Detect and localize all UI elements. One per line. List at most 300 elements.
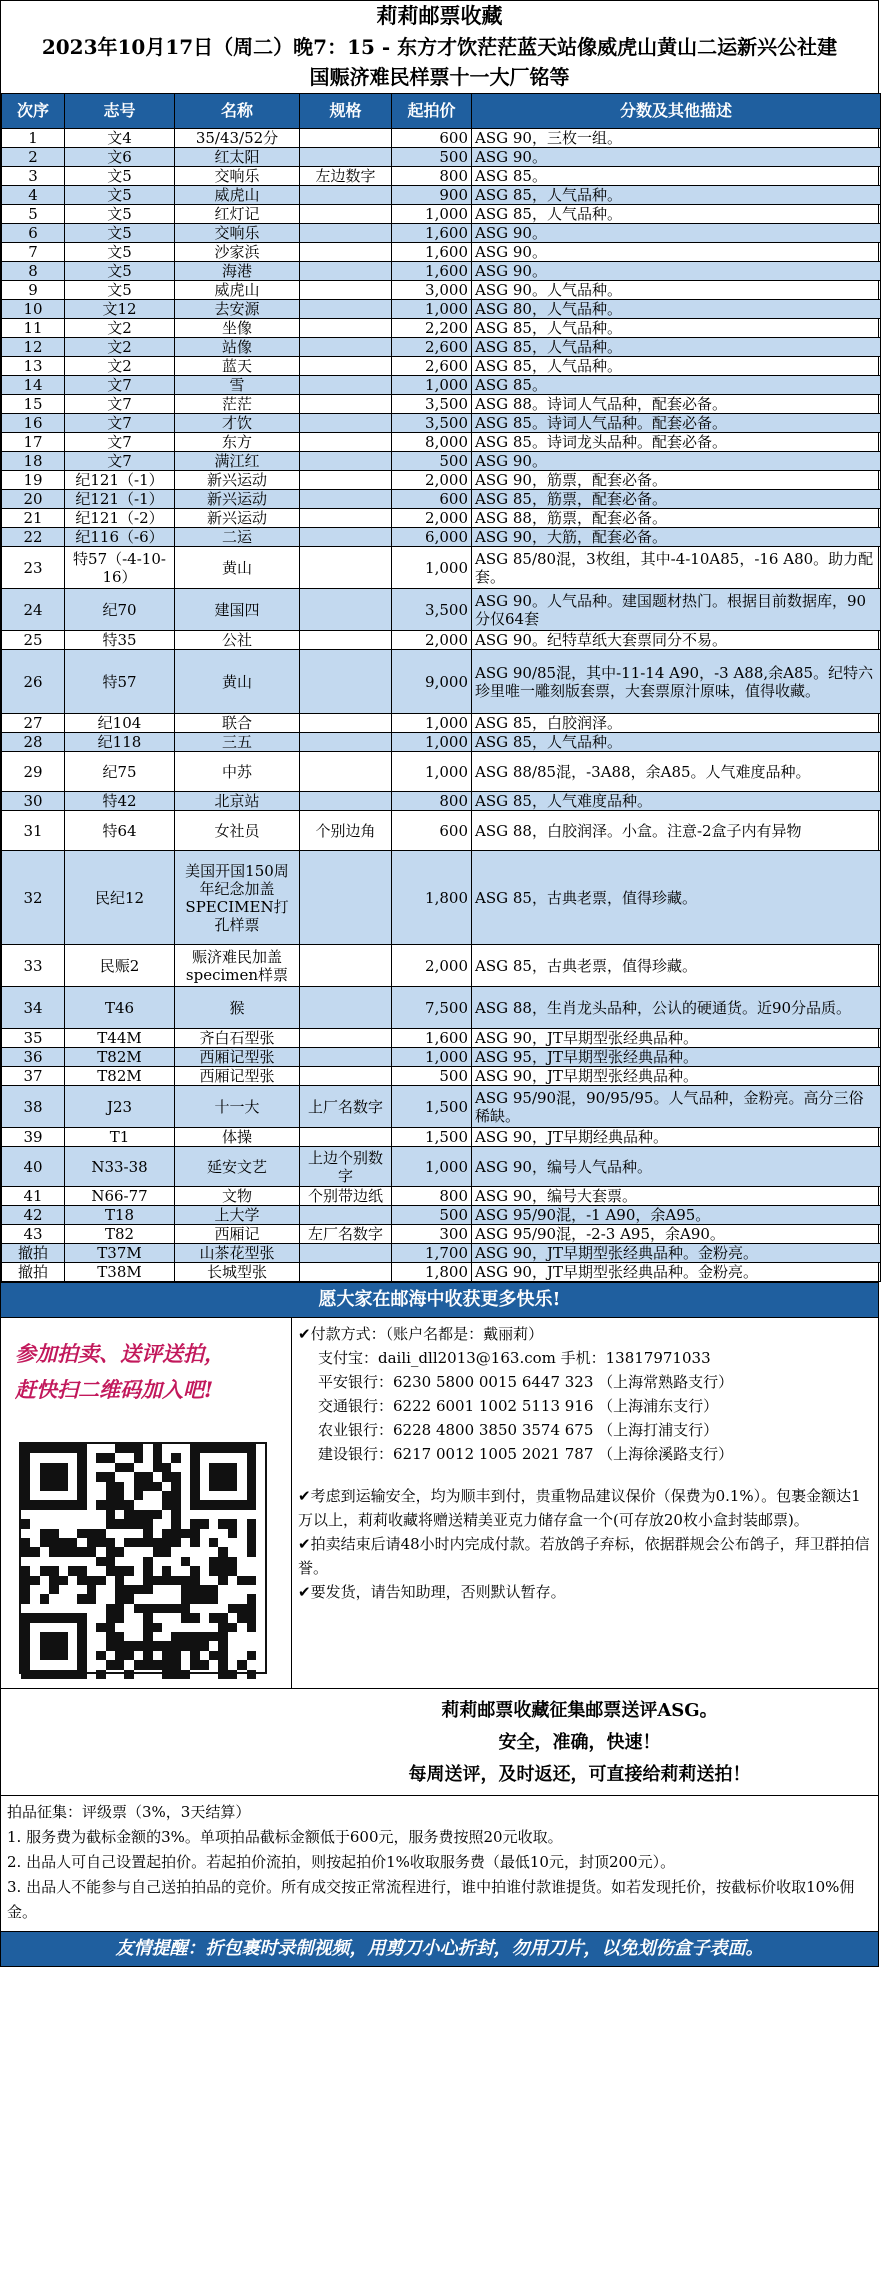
qr-module bbox=[115, 1500, 124, 1509]
lot-description: ASG 88。诗词人气品种，配套必备。 bbox=[472, 395, 881, 414]
lot-description: ASG 85，人气品种。 bbox=[472, 205, 881, 224]
qr-module bbox=[59, 1576, 68, 1585]
qr-module bbox=[124, 1651, 133, 1660]
lot-number: 撤拍 bbox=[2, 1263, 65, 1282]
lot-code: 民纪12 bbox=[65, 851, 175, 945]
lot-name: 美国开国150周年纪念加盖SPECIMEN打孔样票 bbox=[175, 851, 300, 945]
qr-module bbox=[143, 1566, 152, 1575]
table-row bbox=[2, 1147, 881, 1187]
table-row bbox=[2, 792, 881, 811]
lot-start-price: 6,000 bbox=[392, 528, 472, 547]
table-row bbox=[2, 752, 881, 792]
qr-module bbox=[77, 1566, 86, 1575]
qr-module bbox=[153, 1510, 162, 1519]
qr-module bbox=[124, 1585, 133, 1594]
qr-code-icon[interactable] bbox=[19, 1442, 267, 1674]
lot-start-price: 600 bbox=[392, 490, 472, 509]
qr-module bbox=[162, 1670, 171, 1679]
qr-module bbox=[162, 1491, 171, 1500]
lot-start-price: 500 bbox=[392, 452, 472, 471]
lot-name: 红灯记 bbox=[175, 205, 300, 224]
lot-start-price: 1,500 bbox=[392, 1086, 472, 1128]
lot-spec bbox=[300, 650, 392, 714]
lot-name: 赈济难民加盖specimen样票 bbox=[175, 945, 300, 987]
qr-module bbox=[181, 1557, 190, 1566]
lot-code: N66-77 bbox=[65, 1187, 175, 1206]
lot-spec: 左厂名数字 bbox=[300, 1225, 392, 1244]
qr-module bbox=[134, 1444, 143, 1453]
table-row bbox=[2, 1225, 881, 1244]
lot-spec bbox=[300, 129, 392, 148]
lot-name: 去安源 bbox=[175, 300, 300, 319]
qr-module bbox=[143, 1613, 152, 1622]
qr-module bbox=[237, 1660, 246, 1669]
lot-code: 纪118 bbox=[65, 733, 175, 752]
qr-module bbox=[40, 1538, 49, 1547]
qr-module bbox=[190, 1566, 199, 1575]
lot-name: 三五 bbox=[175, 733, 300, 752]
qr-module bbox=[171, 1576, 180, 1585]
qr-module bbox=[190, 1613, 199, 1622]
lot-spec: 左边数字 bbox=[300, 167, 392, 186]
qr-module bbox=[171, 1538, 180, 1547]
qr-module bbox=[209, 1585, 218, 1594]
qr-module bbox=[162, 1500, 171, 1509]
qr-module bbox=[124, 1594, 133, 1603]
lot-start-price: 1,800 bbox=[392, 1263, 472, 1282]
qr-module bbox=[209, 1613, 218, 1622]
qr-module bbox=[106, 1453, 115, 1462]
qr-module bbox=[190, 1660, 199, 1669]
lot-code: T38M bbox=[65, 1263, 175, 1282]
lot-start-price: 1,000 bbox=[392, 752, 472, 792]
lot-number: 3 bbox=[2, 167, 65, 186]
qr-module bbox=[143, 1641, 152, 1650]
table-row bbox=[2, 281, 881, 300]
lot-spec bbox=[300, 631, 392, 650]
lot-code: 纪121（-1） bbox=[65, 471, 175, 490]
qr-module bbox=[96, 1670, 105, 1679]
lot-spec: 上厂名数字 bbox=[300, 1086, 392, 1128]
qr-module bbox=[190, 1594, 199, 1603]
lot-name: 35/43/52分 bbox=[175, 129, 300, 148]
bank-account: 平安银行：6230 5800 0015 6447 323 （上海常熟路支行） bbox=[318, 1373, 734, 1391]
qr-module bbox=[218, 1519, 227, 1528]
lot-start-price: 7,500 bbox=[392, 987, 472, 1029]
qr-module bbox=[153, 1576, 162, 1585]
qr-module bbox=[87, 1529, 96, 1538]
col-header-spec: 规格 bbox=[300, 94, 392, 129]
lot-code: T37M bbox=[65, 1244, 175, 1263]
dispatch-note: ✔要发货，请告知助理，否则默认暂存。 bbox=[298, 1583, 566, 1601]
lot-spec bbox=[300, 528, 392, 547]
lot-name: 威虎山 bbox=[175, 186, 300, 205]
qr-module bbox=[200, 1585, 209, 1594]
lot-name: 猴 bbox=[175, 987, 300, 1029]
lot-number: 33 bbox=[2, 945, 65, 987]
qr-module bbox=[143, 1623, 152, 1632]
lot-spec bbox=[300, 1128, 392, 1147]
lot-spec bbox=[300, 490, 392, 509]
qr-module bbox=[143, 1604, 152, 1613]
lot-name: 茫茫 bbox=[175, 395, 300, 414]
qr-finder-mark bbox=[190, 1444, 256, 1510]
lot-code: 文2 bbox=[65, 357, 175, 376]
qr-module bbox=[181, 1529, 190, 1538]
qr-module bbox=[209, 1557, 218, 1566]
lot-description: ASG 90，JT早期型张经典品种。金粉亮。 bbox=[472, 1263, 881, 1282]
qr-module bbox=[68, 1547, 77, 1556]
qr-module bbox=[143, 1651, 152, 1660]
lot-name: 新兴运动 bbox=[175, 490, 300, 509]
qr-module bbox=[96, 1651, 105, 1660]
lot-name: 二运 bbox=[175, 528, 300, 547]
qr-module bbox=[124, 1500, 133, 1509]
lot-number: 14 bbox=[2, 376, 65, 395]
qr-module bbox=[218, 1651, 227, 1660]
lot-code: J23 bbox=[65, 1086, 175, 1128]
qr-module bbox=[143, 1529, 152, 1538]
qr-module bbox=[143, 1660, 152, 1669]
table-row bbox=[2, 300, 881, 319]
qr-module bbox=[21, 1566, 30, 1575]
lot-start-price: 3,500 bbox=[392, 589, 472, 631]
qr-module bbox=[68, 1538, 77, 1547]
lot-name: 西厢记型张 bbox=[175, 1067, 300, 1086]
lot-code: 文12 bbox=[65, 300, 175, 319]
qr-module bbox=[143, 1632, 152, 1641]
lot-number: 35 bbox=[2, 1029, 65, 1048]
qr-module bbox=[200, 1632, 209, 1641]
table-row bbox=[2, 490, 881, 509]
lot-code: 特64 bbox=[65, 811, 175, 851]
col-header-no: 次序 bbox=[2, 94, 65, 129]
rule-2: 2. 出品人可自己设置起拍价。若起拍价流拍，则按起拍价1%收取服务费（最低10元，封顶200元）。 bbox=[7, 1853, 676, 1871]
qr-module bbox=[228, 1623, 237, 1632]
lot-start-price: 1,600 bbox=[392, 243, 472, 262]
qr-module bbox=[171, 1632, 180, 1641]
lot-start-price: 2,600 bbox=[392, 357, 472, 376]
qr-module bbox=[190, 1529, 199, 1538]
qr-module bbox=[209, 1651, 218, 1660]
qr-module bbox=[209, 1566, 218, 1575]
lot-start-price: 2,200 bbox=[392, 319, 472, 338]
qr-module bbox=[21, 1547, 30, 1556]
qr-module bbox=[49, 1576, 58, 1585]
table-row bbox=[2, 733, 881, 752]
table-row bbox=[2, 433, 881, 452]
lot-code: N33-38 bbox=[65, 1147, 175, 1187]
qr-module bbox=[162, 1641, 171, 1650]
qr-module bbox=[218, 1576, 227, 1585]
qr-module bbox=[115, 1604, 124, 1613]
table-row bbox=[2, 338, 881, 357]
wish-banner: 愿大家在邮海中收获更多快乐! bbox=[1, 1282, 878, 1317]
lot-start-price: 1,600 bbox=[392, 224, 472, 243]
qr-module bbox=[106, 1538, 115, 1547]
lot-spec bbox=[300, 509, 392, 528]
qr-module bbox=[134, 1482, 143, 1491]
lot-name: 蓝天 bbox=[175, 357, 300, 376]
lot-number: 42 bbox=[2, 1206, 65, 1225]
qr-module bbox=[21, 1594, 30, 1603]
lot-code: 文5 bbox=[65, 281, 175, 300]
qr-module bbox=[106, 1519, 115, 1528]
lot-code: 文7 bbox=[65, 433, 175, 452]
lot-description: ASG 95/90混，-2-3 A95，余A90。 bbox=[472, 1225, 881, 1244]
table-row bbox=[2, 395, 881, 414]
lot-code: 特57 bbox=[65, 650, 175, 714]
lot-name: 上大学 bbox=[175, 1206, 300, 1225]
qr-module bbox=[171, 1651, 180, 1660]
lot-spec bbox=[300, 319, 392, 338]
lot-spec bbox=[300, 752, 392, 792]
lot-number: 19 bbox=[2, 471, 65, 490]
lot-number: 7 bbox=[2, 243, 65, 262]
table-row bbox=[2, 471, 881, 490]
qr-module bbox=[124, 1519, 133, 1528]
lot-number: 17 bbox=[2, 433, 65, 452]
lot-number: 30 bbox=[2, 792, 65, 811]
lot-start-price: 800 bbox=[392, 1187, 472, 1206]
qr-module bbox=[59, 1538, 68, 1547]
qr-module bbox=[171, 1670, 180, 1679]
table-row bbox=[2, 205, 881, 224]
lot-start-price: 900 bbox=[392, 186, 472, 205]
qr-module bbox=[162, 1651, 171, 1660]
qr-module bbox=[228, 1604, 237, 1613]
qr-module bbox=[106, 1632, 115, 1641]
qr-module bbox=[87, 1538, 96, 1547]
lot-name: 海港 bbox=[175, 262, 300, 281]
lot-name: 新兴运动 bbox=[175, 471, 300, 490]
qr-module bbox=[218, 1613, 227, 1622]
table-row bbox=[2, 243, 881, 262]
lot-number: 8 bbox=[2, 262, 65, 281]
lot-description: ASG 90，三枚一组。 bbox=[472, 129, 881, 148]
qr-module bbox=[200, 1660, 209, 1669]
lot-name: 中苏 bbox=[175, 752, 300, 792]
qr-module bbox=[171, 1529, 180, 1538]
qr-module bbox=[143, 1472, 152, 1481]
lot-description: ASG 88，白胶润泽。小盒。注意-2盒子内有异物 bbox=[472, 811, 881, 851]
lot-name: 交响乐 bbox=[175, 167, 300, 186]
qr-module bbox=[106, 1623, 115, 1632]
lot-spec bbox=[300, 414, 392, 433]
lot-number: 26 bbox=[2, 650, 65, 714]
lot-spec bbox=[300, 1263, 392, 1282]
qr-module bbox=[143, 1576, 152, 1585]
qr-module bbox=[124, 1538, 133, 1547]
lot-start-price: 1,000 bbox=[392, 547, 472, 589]
lot-spec bbox=[300, 262, 392, 281]
qr-module bbox=[181, 1632, 190, 1641]
qr-module bbox=[162, 1566, 171, 1575]
qr-module bbox=[190, 1651, 199, 1660]
qr-module bbox=[96, 1453, 105, 1462]
lot-code: 文5 bbox=[65, 262, 175, 281]
lot-number: 1 bbox=[2, 129, 65, 148]
qr-module bbox=[218, 1557, 227, 1566]
lot-code: T18 bbox=[65, 1206, 175, 1225]
lot-code: 纪116（-6） bbox=[65, 528, 175, 547]
lot-code: T44M bbox=[65, 1029, 175, 1048]
lot-code: T1 bbox=[65, 1128, 175, 1147]
lot-number: 16 bbox=[2, 414, 65, 433]
qr-module bbox=[21, 1538, 30, 1547]
qr-module bbox=[77, 1594, 86, 1603]
lot-spec bbox=[300, 1029, 392, 1048]
qr-module bbox=[115, 1613, 124, 1622]
lot-number: 37 bbox=[2, 1067, 65, 1086]
qr-module bbox=[106, 1604, 115, 1613]
qr-module bbox=[171, 1453, 180, 1462]
qr-module bbox=[96, 1623, 105, 1632]
table-row bbox=[2, 1244, 881, 1263]
lot-code: 文5 bbox=[65, 224, 175, 243]
qr-module bbox=[143, 1482, 152, 1491]
qr-module bbox=[181, 1594, 190, 1603]
qr-module bbox=[115, 1566, 124, 1575]
lot-start-price: 3,000 bbox=[392, 281, 472, 300]
lot-code: 文5 bbox=[65, 243, 175, 262]
qr-module bbox=[162, 1604, 171, 1613]
qr-module bbox=[247, 1529, 256, 1538]
lot-description: ASG 85，人气品种。 bbox=[472, 319, 881, 338]
payment-panel bbox=[292, 1318, 878, 1688]
qr-module bbox=[162, 1538, 171, 1547]
qr-module bbox=[124, 1510, 133, 1519]
lot-number: 39 bbox=[2, 1128, 65, 1147]
lot-name: 新兴运动 bbox=[175, 509, 300, 528]
qr-module bbox=[134, 1585, 143, 1594]
qr-module bbox=[237, 1604, 246, 1613]
table-row bbox=[2, 1187, 881, 1206]
qr-module bbox=[247, 1651, 256, 1660]
lot-description: ASG 90，JT早期经典品种。 bbox=[472, 1128, 881, 1147]
auction-subtitle: 国赈济难民样票十一大厂铭等 bbox=[309, 65, 570, 89]
lot-description: ASG 90。人气品种。 bbox=[472, 281, 881, 300]
lot-start-price: 1,700 bbox=[392, 1244, 472, 1263]
qr-module bbox=[96, 1472, 105, 1481]
table-row bbox=[2, 547, 881, 589]
qr-module bbox=[21, 1585, 30, 1594]
qr-module bbox=[153, 1538, 162, 1547]
rule-3: 3. 出品人不能参与自己送拍拍品的竞价。所有成交按正常流程进行，谁中拍谁付款谁提货。如若发现托价，按截标价收取10%佣金。 bbox=[7, 1878, 855, 1921]
col-header-code: 志号 bbox=[65, 94, 175, 129]
lot-spec bbox=[300, 395, 392, 414]
lot-name: 交响乐 bbox=[175, 224, 300, 243]
qr-module bbox=[106, 1557, 115, 1566]
table-row bbox=[2, 1206, 881, 1225]
qr-module bbox=[181, 1613, 190, 1622]
col-header-price: 起拍价 bbox=[392, 94, 472, 129]
qr-module bbox=[134, 1510, 143, 1519]
table-row bbox=[2, 1128, 881, 1147]
lot-code: 文2 bbox=[65, 338, 175, 357]
lot-description: ASG 85，人气难度品种。 bbox=[472, 792, 881, 811]
qr-module bbox=[30, 1547, 39, 1556]
qr-module bbox=[49, 1566, 58, 1575]
qr-module bbox=[181, 1641, 190, 1650]
qr-module bbox=[153, 1641, 162, 1650]
qr-module bbox=[153, 1444, 162, 1453]
qr-module bbox=[96, 1557, 105, 1566]
rules-title: 拍品征集：评级票（3%，3天结算） bbox=[7, 1803, 251, 1821]
table-row bbox=[2, 509, 881, 528]
lot-name: 东方 bbox=[175, 433, 300, 452]
qr-module bbox=[153, 1463, 162, 1472]
table-row bbox=[2, 1029, 881, 1048]
lot-spec bbox=[300, 376, 392, 395]
lot-description: ASG 85。 bbox=[472, 376, 881, 395]
lot-spec bbox=[300, 945, 392, 987]
lot-description: ASG 85，人气品种。 bbox=[472, 338, 881, 357]
lot-name: 女社员 bbox=[175, 811, 300, 851]
lot-code: 文5 bbox=[65, 205, 175, 224]
lot-start-price: 2,600 bbox=[392, 338, 472, 357]
lot-spec bbox=[300, 300, 392, 319]
lot-name: 文物 bbox=[175, 1187, 300, 1206]
promo-line-2: 赶快扫二维码加入吧! bbox=[15, 1377, 214, 1402]
lot-start-price: 1,500 bbox=[392, 1128, 472, 1147]
lot-start-price: 1,000 bbox=[392, 733, 472, 752]
promo-line-1: 参加拍卖、送评送拍， bbox=[15, 1341, 225, 1366]
promo-text bbox=[1, 1318, 291, 1408]
lot-code: 文5 bbox=[65, 167, 175, 186]
table-row bbox=[2, 148, 881, 167]
qr-module bbox=[143, 1510, 152, 1519]
qr-module bbox=[49, 1529, 58, 1538]
lot-description: ASG 95/90混，90/95/95。人气品种，金粉亮。高分三俗稀缺。 bbox=[472, 1086, 881, 1128]
payment-title: ✔付款方式：（账户名都是：戴丽莉） bbox=[298, 1325, 544, 1343]
lot-number: 31 bbox=[2, 811, 65, 851]
qr-module bbox=[228, 1519, 237, 1528]
lot-start-price: 600 bbox=[392, 811, 472, 851]
lot-description: ASG 88，筋票，配套必备。 bbox=[472, 509, 881, 528]
lot-code: 文7 bbox=[65, 452, 175, 471]
qr-module bbox=[218, 1641, 227, 1650]
qr-module bbox=[171, 1519, 180, 1528]
lot-name: 十一大 bbox=[175, 1086, 300, 1128]
lot-number: 24 bbox=[2, 589, 65, 631]
lot-number: 撤拍 bbox=[2, 1244, 65, 1263]
qr-module bbox=[115, 1491, 124, 1500]
lot-number: 9 bbox=[2, 281, 65, 300]
lot-start-price: 8,000 bbox=[392, 433, 472, 452]
lot-start-price: 1,600 bbox=[392, 262, 472, 281]
qr-module bbox=[115, 1632, 124, 1641]
qr-module bbox=[115, 1463, 124, 1472]
qr-module bbox=[200, 1594, 209, 1603]
lot-number: 13 bbox=[2, 357, 65, 376]
qr-module bbox=[171, 1472, 180, 1481]
lot-number: 32 bbox=[2, 851, 65, 945]
qr-module bbox=[40, 1566, 49, 1575]
lot-code: 文7 bbox=[65, 395, 175, 414]
qr-module bbox=[143, 1538, 152, 1547]
qr-module bbox=[171, 1660, 180, 1669]
qr-module bbox=[106, 1641, 115, 1650]
lot-name: 站像 bbox=[175, 338, 300, 357]
lot-start-price: 500 bbox=[392, 1067, 472, 1086]
lot-spec bbox=[300, 714, 392, 733]
lot-code: 纪75 bbox=[65, 752, 175, 792]
table-row bbox=[2, 224, 881, 243]
qr-module bbox=[134, 1453, 143, 1462]
table-row bbox=[2, 945, 881, 987]
lot-start-price: 2,000 bbox=[392, 509, 472, 528]
